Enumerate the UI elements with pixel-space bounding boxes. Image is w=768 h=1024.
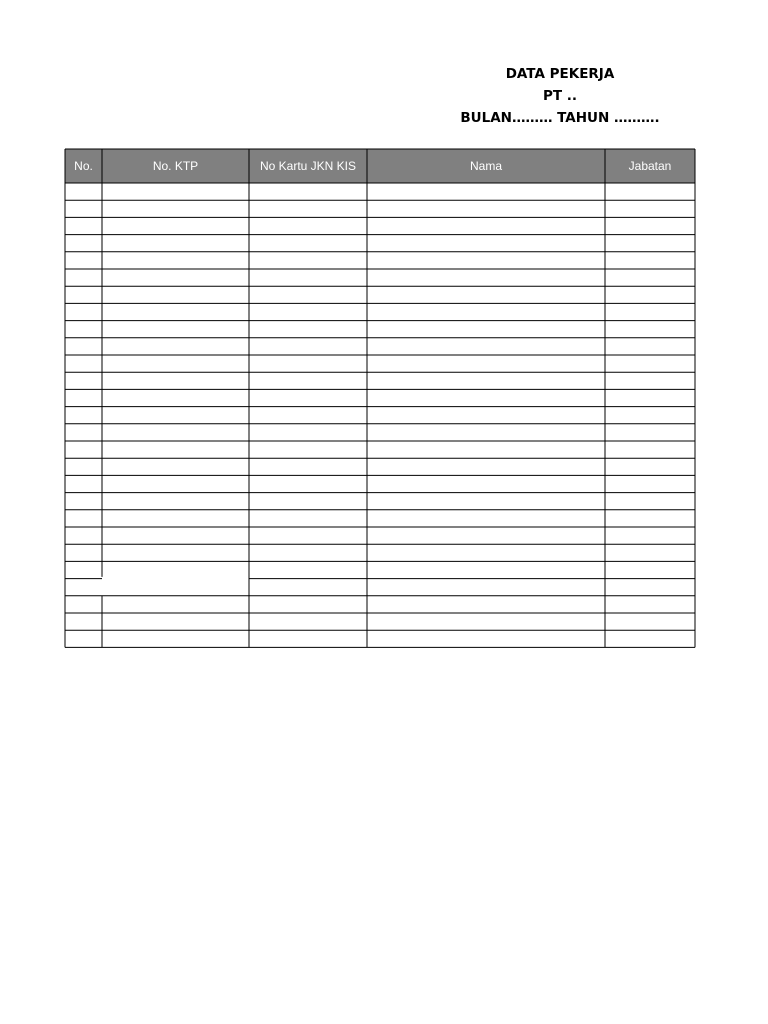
col-header-no: No.: [74, 159, 93, 173]
col-header-jkn-kis: No Kartu JKN KIS: [259, 159, 357, 173]
col-header-nama: Nama: [469, 159, 502, 173]
period-line: BULAN……… TAHUN ……….: [460, 110, 660, 126]
company-name: PT ..: [542, 88, 578, 104]
document-title: DATA PEKERJA: [505, 66, 615, 82]
col-header-ktp: No. KTP: [152, 159, 199, 173]
col-header-jabatan: Jabatan: [628, 159, 672, 173]
